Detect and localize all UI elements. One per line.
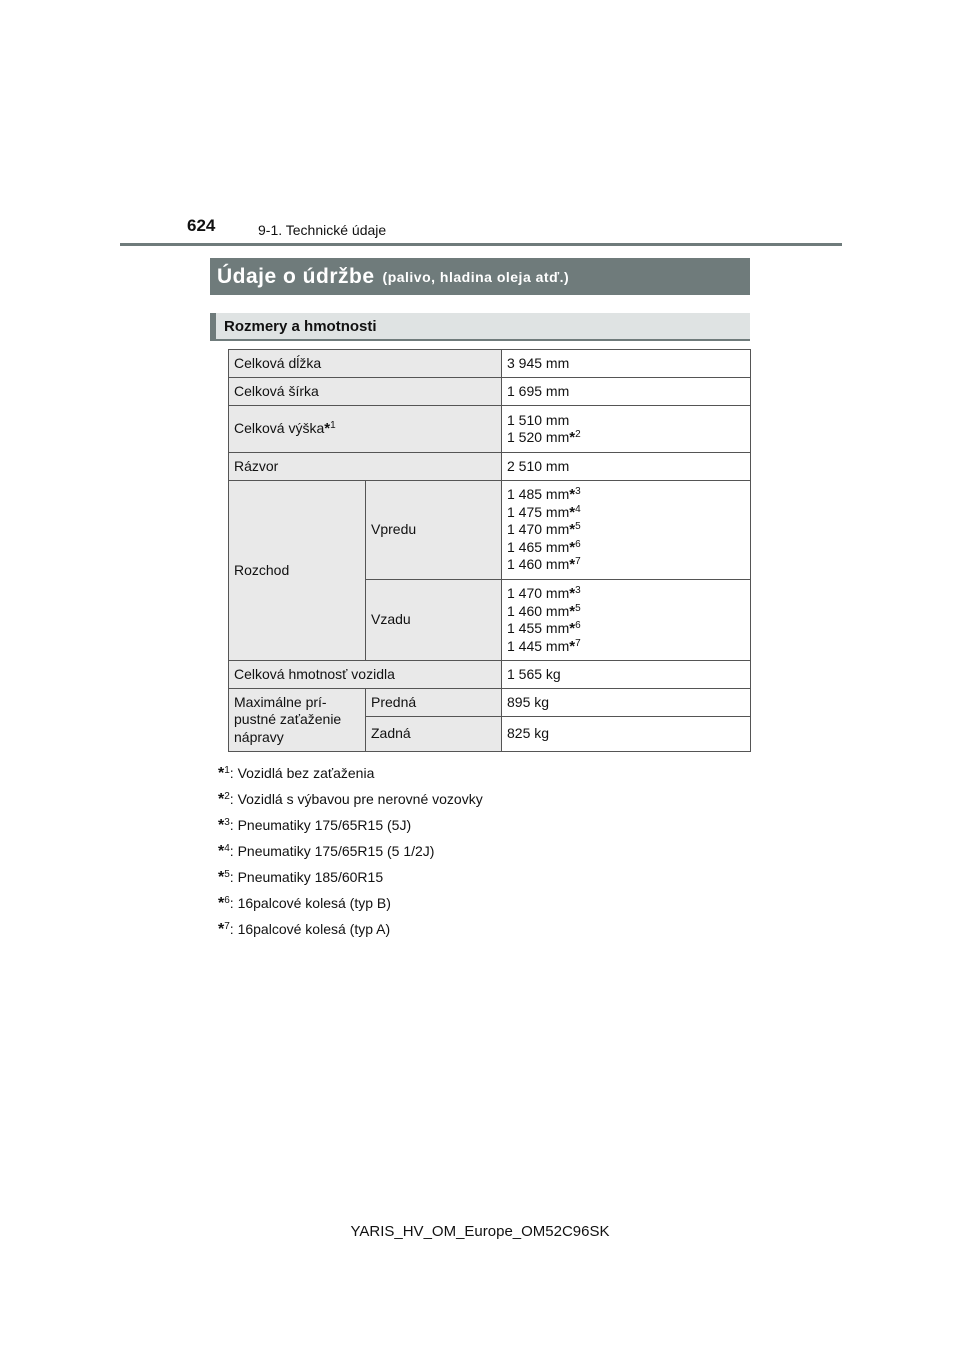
footnote: *$^1$ : Vozidlá bez zaťaženia [218,764,375,782]
subsection-title: Rozmery a hmotnosti [224,317,377,335]
dimensions-table [228,349,751,752]
footnote-ref: 7 [575,556,581,568]
footnote-text: : Pneumatiky 185/60R15 [229,868,384,885]
page-number: 624 [187,216,216,235]
footnote-asterisk: * [569,538,576,556]
footnote-asterisk: * [569,521,576,539]
wheelbase-value: 2 510 mm [502,453,751,481]
axle-front-value: 895 kg [502,689,751,717]
track-front-label: Vpredu [366,481,502,580]
footnote-ref: 7 [575,637,581,649]
footnote: *$^4$ : Pneumatiky 175/65R15 (5 1/2J) [218,842,435,860]
footnote: *$^2$ : Vozidlá s výbavou pre nerovné vozovky [218,790,483,808]
track-rear-values [502,580,751,661]
table-row [229,453,751,481]
header-divider [120,243,842,246]
footnote: *$^7$ : 16palcové kolesá (typ A) [218,920,391,938]
footnotes [218,760,483,942]
footnote: *$^3$ : Pneumatiky 175/65R15 (5J) [218,816,412,834]
axle-rear-label: Zadná [366,717,502,752]
table-row [229,406,751,453]
footnote-asterisk: * [218,764,225,782]
footnote-asterisk: * [569,602,576,620]
track-label: Rozchod [229,481,366,661]
section-title: Údaje o údržbe [217,264,375,288]
footnote-ref: 3 [575,486,581,498]
footnote-ref: 3 [575,585,581,596]
section-subtitle: (palivo, hladina oleja atď.) [382,268,570,285]
footnote-asterisk: * [218,842,225,860]
height-values [502,406,751,453]
table-row [229,350,751,378]
section-banner [210,258,750,295]
footnote-asterisk: * [569,429,576,446]
document-code: YARIS_HV_OM_Europe_OM52C96SK [350,1223,610,1240]
footnote-text: : 16palcové kolesá (typ B) [229,894,391,911]
footnote-ref: 2 [575,429,581,440]
footnote-asterisk: * [324,420,331,438]
footnote-ref: 5 [575,521,581,533]
gross-weight-label: Celková hmotnosť vozidla [229,661,502,689]
axle-rear-value: 825 kg [502,717,751,752]
footnote-ref: 5 [575,602,581,614]
chapter-title: 9-1. Technické údaje [258,222,387,238]
footnote-text: : Pneumatiky 175/65R15 (5J) [229,816,412,833]
subsection-heading [210,313,750,341]
value-line: 1 520 mm*$^2$ [507,429,581,446]
wheelbase-label: Rázvor [229,453,502,481]
width-label: Celková šírka [229,378,502,406]
track-rear-label: Vzadu [366,580,502,661]
footnote-text: : Vozidlá bez zaťaženia [229,764,375,781]
footnote-text: : 16palcové kolesá (typ A) [229,920,391,937]
footnote-asterisk: * [218,894,225,912]
axle-load-label: Maximálne prí- pustné zaťaženie nápravy [229,689,366,752]
footnote-asterisk: * [218,816,225,834]
footnote-asterisk: * [218,920,225,938]
value-line: 1 485 mm*$^3$ [507,486,581,504]
value-line: 1 445 mm*$^7$ [507,637,581,655]
footnote-ref: 1 [330,420,336,432]
value-line: 1 510 mm [507,411,570,428]
footnote-asterisk: * [569,637,576,655]
footnote-asterisk: * [569,620,576,637]
value-line: 1 475 mm*$^4$ [507,503,581,521]
width-value: 1 695 mm [502,378,751,406]
length-value: 3 945 mm [502,350,751,378]
footnote-asterisk: * [218,868,225,886]
length-label: Celková dĺžka [229,350,502,378]
footnote-asterisk: * [569,503,576,521]
value-line: 1 460 mm*$^5$ [507,602,581,620]
track-front-values [502,481,751,580]
footnote: *$^6$ : 16palcové kolesá (typ B) [218,894,391,912]
value-line: 1 465 mm*$^6$ [507,538,581,556]
axle-front-label: Predná [366,689,502,717]
footnote-text: : Vozidlá s výbavou pre nerovné vozovky [229,790,483,807]
footnote-ref: 6 [575,538,581,550]
value-line: 1 455 mm*$^6$ [507,620,581,637]
footnote-asterisk: * [569,585,576,602]
value-line: 1 470 mm*$^3$ [507,585,581,602]
value-line: 1 470 mm*$^5$ [507,521,581,539]
height-label: Celková výška [234,420,325,437]
gross-weight-value: 1 565 kg [502,661,751,689]
height-label-cell [229,406,502,453]
footnote-asterisk: * [569,556,576,574]
footnote-asterisk: * [218,790,225,808]
footnote-ref: 6 [575,620,581,631]
value-line: 1 460 mm*$^7$ [507,556,581,574]
table-row [229,378,751,406]
table-row [229,661,751,689]
table-row [229,481,751,580]
footnote: *$^5$ : Pneumatiky 185/60R15 [218,868,384,886]
footnote-text: : Pneumatiky 175/65R15 (5 1/2J) [229,842,435,859]
table-row [229,689,751,717]
footnote-ref: 4 [575,503,581,515]
footnote-asterisk: * [569,486,576,504]
